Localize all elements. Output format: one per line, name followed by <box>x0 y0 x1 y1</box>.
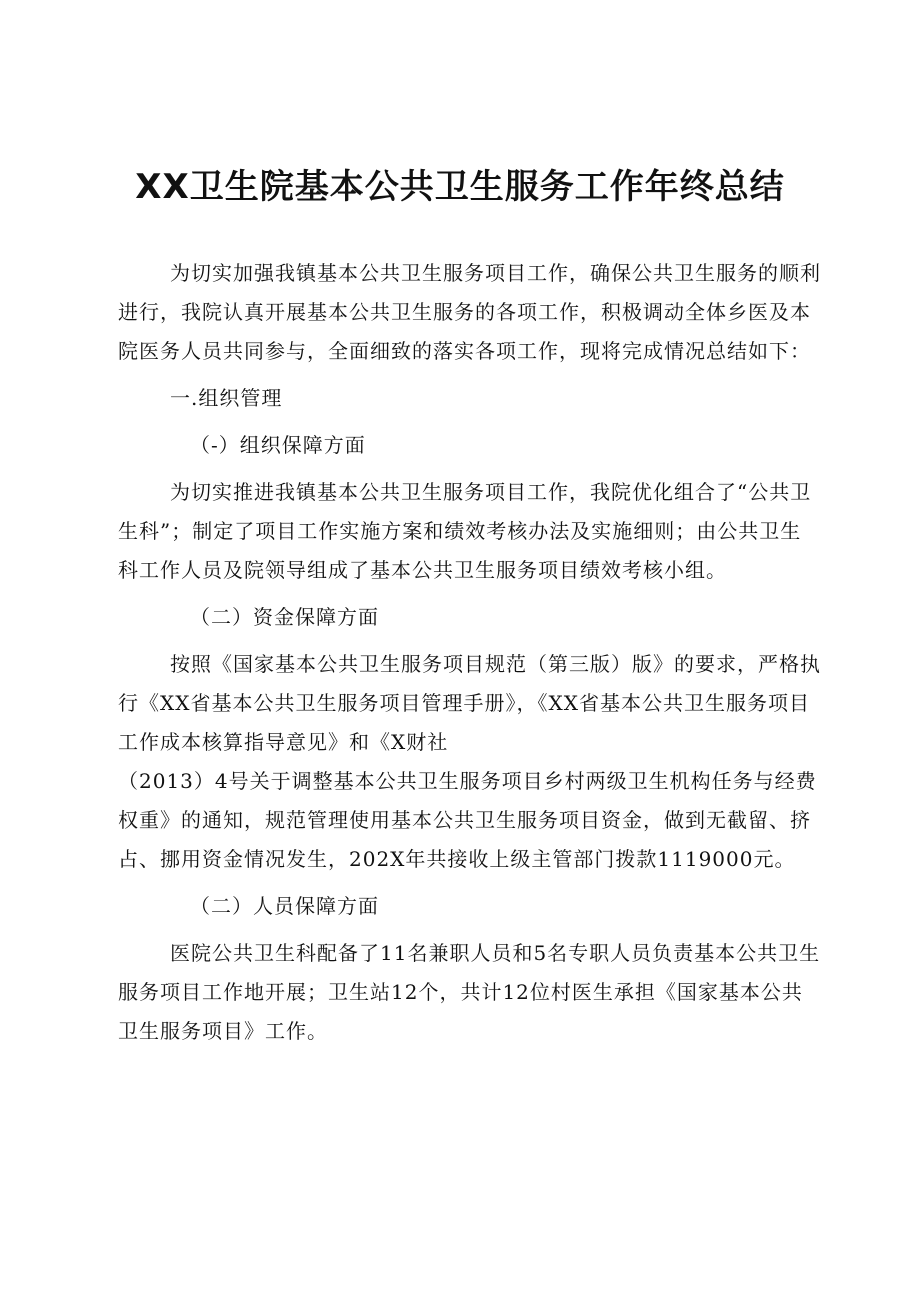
document-body <box>118 254 822 1059</box>
funding-guarantee-paragraph-a: 按照《国家基本公共卫生服务项目规范（第三版）版》的要求，严格执行《XX省基本公共卫生服务项目管理手册》，《XX省基本公共卫生服务项目工作成本核算指导意见》和《X财社 <box>118 652 821 754</box>
section-heading-organization: 一.组织管理 <box>170 386 283 410</box>
organization-guarantee-paragraph: 为切实推进我镇基本公共卫生服务项目工作，我院优化组合了“公共卫生科”；制定了项目工作实施方案和绩效考核办法及实施细则；由公共卫生科工作人员及院领导组成了基本公共卫生服务项目绩效考核小组。 <box>118 480 812 582</box>
intro-paragraph: 为切实加强我镇基本公共卫生服务项目工作，确保公共卫生服务的顺利进行，我院认真开展基本公共卫生服务的各项工作，积极调动全体乡医及本院医务人员共同参与，全面细致的落实各项工作，现将完成情况总结如下： <box>118 261 821 363</box>
staff-guarantee-paragraph: 医院公共卫生科配备了11名兼职人员和5名专职人员负责基本公共卫生服务项目工作地开展；卫生站12个，共计12位村医生承担《国家基本公共卫生服务项目》工作。 <box>118 941 821 1043</box>
subsection-heading-staff-guarantee: （二）人员保障方面 <box>190 894 379 918</box>
subsection-heading-funding-guarantee: （二）资金保障方面 <box>190 605 379 629</box>
subsection-heading-organization-guarantee: （-）组织保障方面 <box>190 433 366 457</box>
funding-guarantee-paragraph-b: （2013）4号关于调整基本公共卫生服务项目乡村两级卫生机构任务与经费权重》的通知，规范管理使用基本公共卫生服务项目资金，做到无截留、挤占、挪用资金情况发生，202X年共接收上级主管部门拨款1119000元。 <box>118 769 817 871</box>
document-title: XX卫生院基本公共卫生服务工作年终总结 <box>135 167 785 207</box>
